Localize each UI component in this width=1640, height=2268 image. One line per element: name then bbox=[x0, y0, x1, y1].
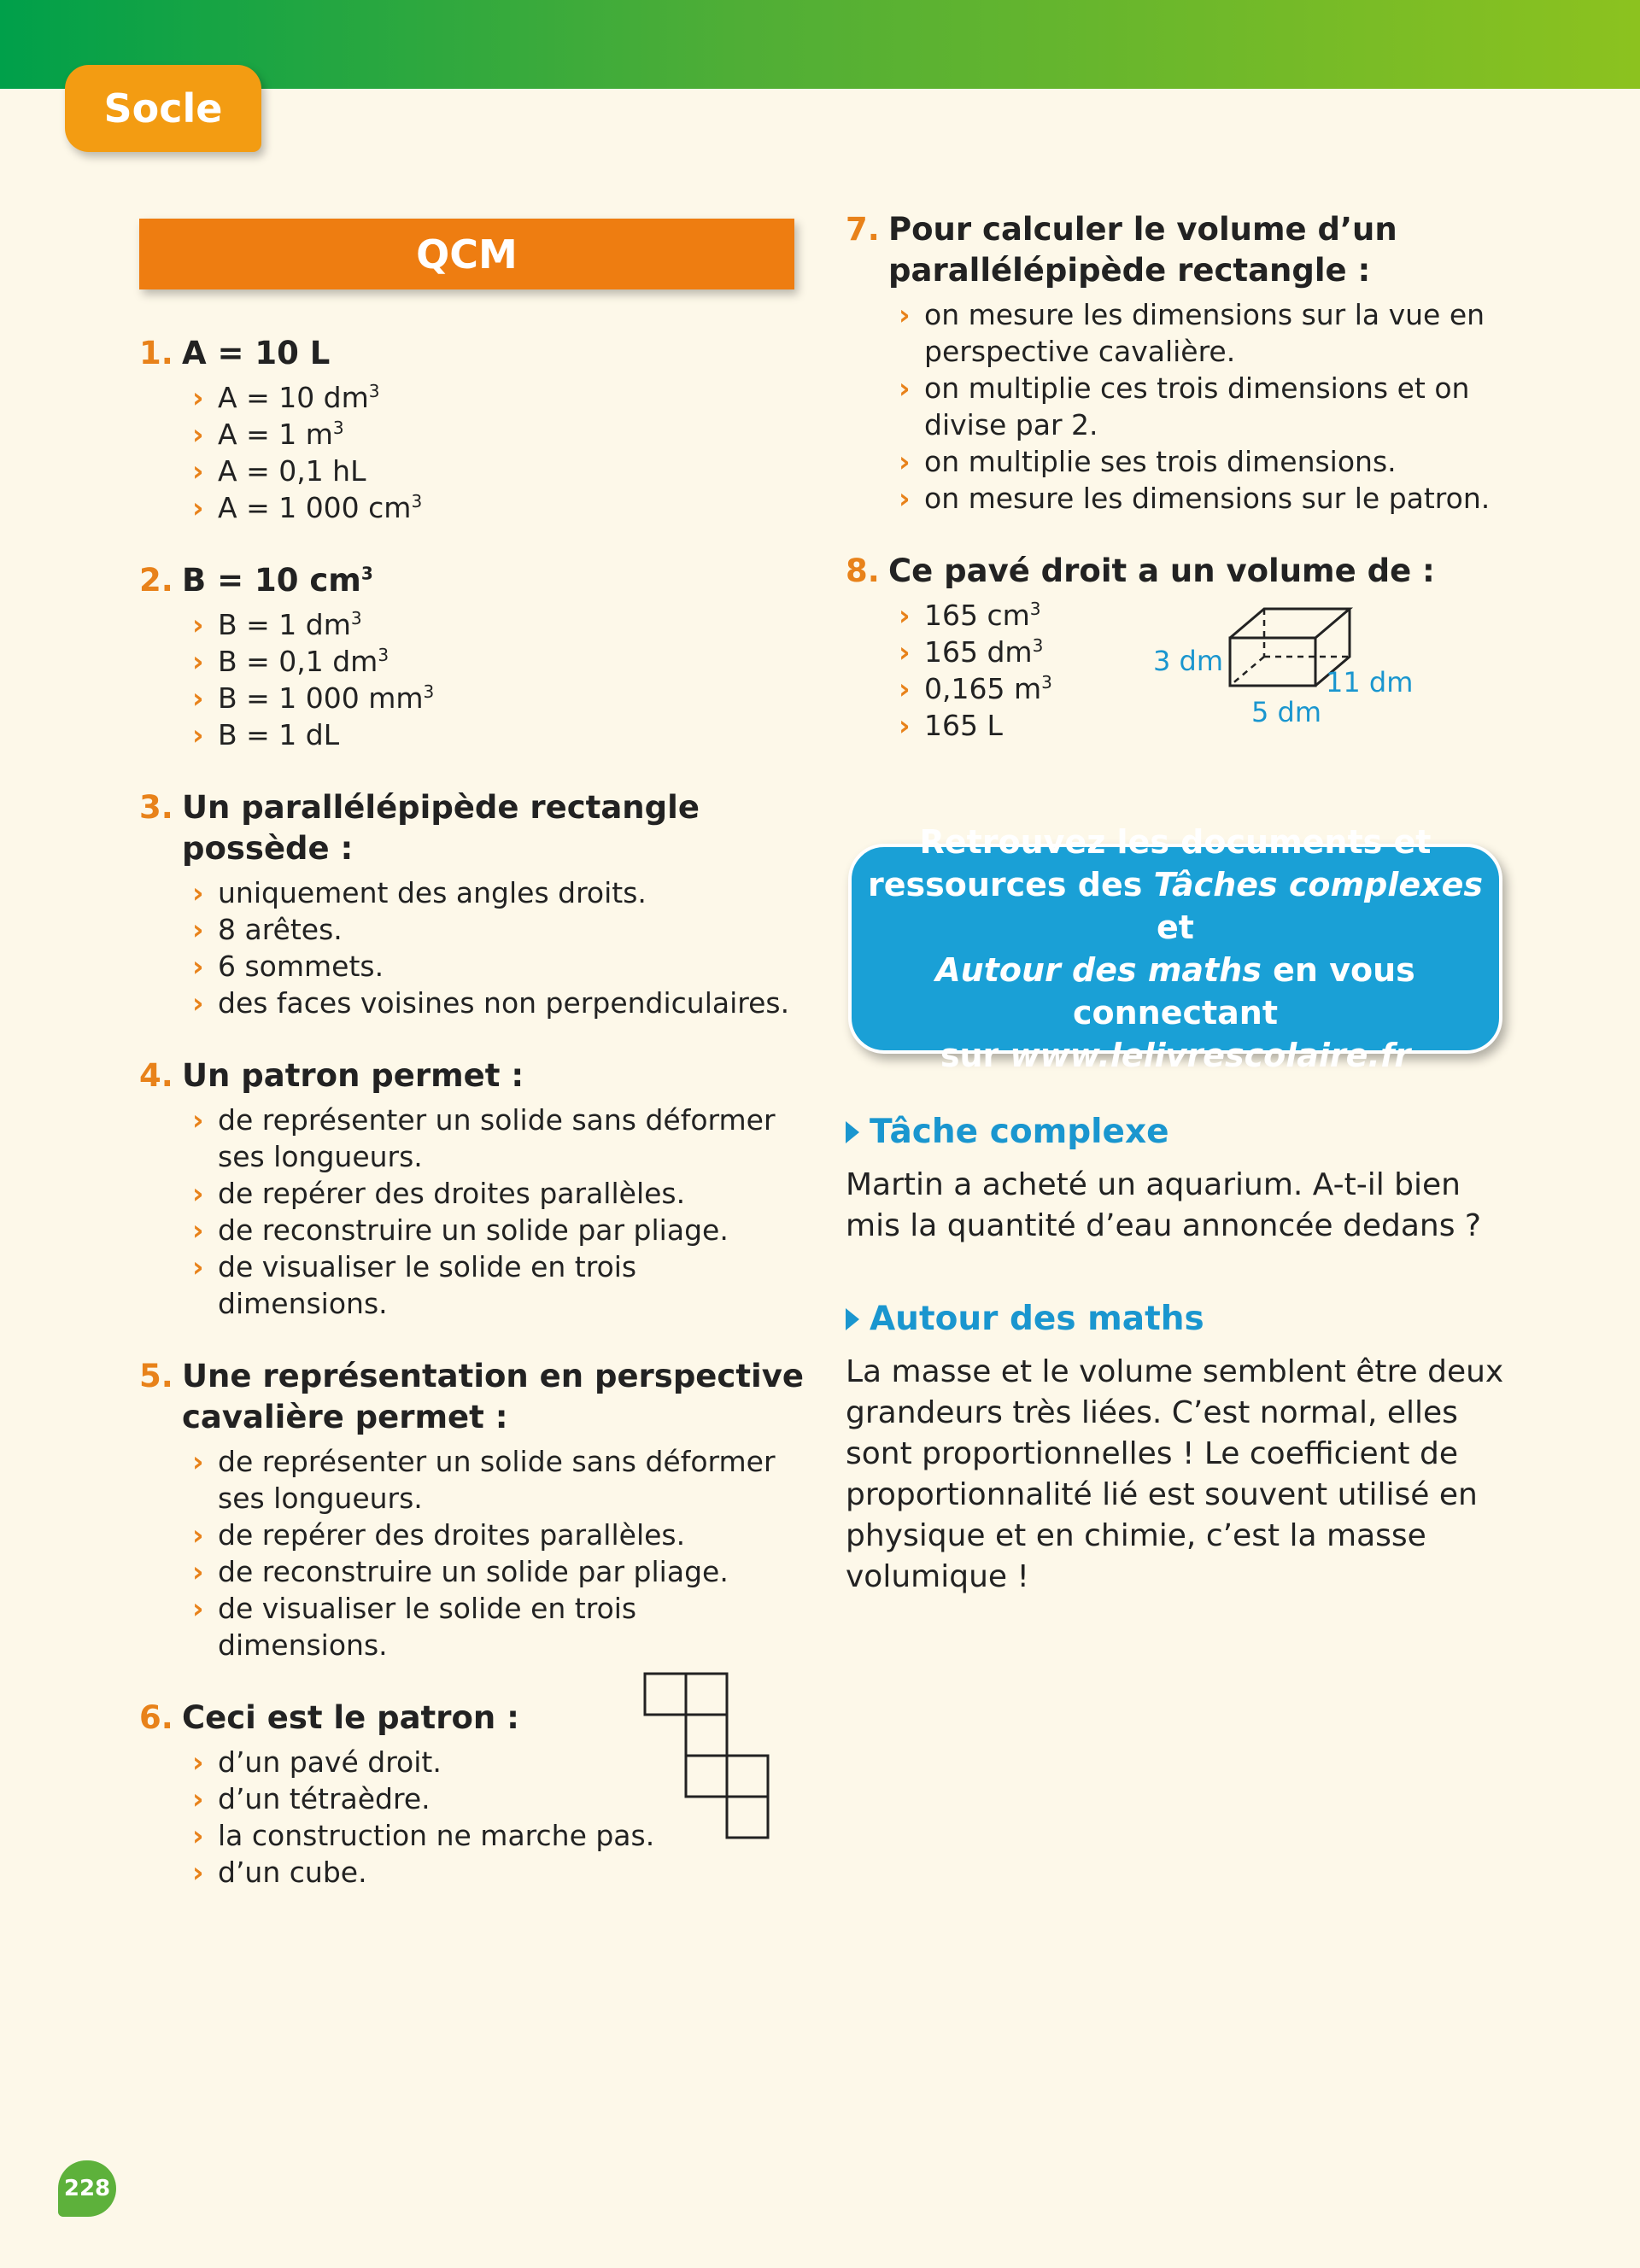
triangle-bullet-icon bbox=[846, 1121, 859, 1143]
answer-option[interactable] bbox=[192, 1248, 805, 1322]
tache-complexe-heading bbox=[846, 1113, 1512, 1151]
net-square bbox=[686, 1674, 727, 1715]
chevron-right-icon: › bbox=[192, 1782, 204, 1815]
question-title-text: A = 10 L bbox=[182, 335, 331, 371]
exponent: 3 bbox=[1029, 599, 1041, 619]
answer-option-text: de repérer des droites parallèles. bbox=[218, 1518, 686, 1552]
chevron-right-icon: › bbox=[192, 913, 204, 946]
info-line-4a: sur bbox=[940, 1037, 1010, 1074]
answer-option-text: de repérer des droites parallèles. bbox=[218, 1177, 686, 1210]
question-heading bbox=[139, 1055, 805, 1096]
answer-option[interactable] bbox=[192, 1854, 805, 1891]
answer-option[interactable] bbox=[192, 489, 805, 526]
exponent: 3 bbox=[1041, 672, 1052, 693]
tache-complexe-body: Martin a acheté un aquarium. A-t-il bien mis la quantité d’eau annoncée dedans ? bbox=[846, 1167, 1482, 1243]
answer-option[interactable] bbox=[192, 1590, 805, 1663]
chevron-right-icon: › bbox=[192, 876, 204, 909]
answer-options bbox=[192, 1443, 805, 1663]
chevron-right-icon: › bbox=[899, 709, 911, 742]
info-line-3a: Autour des maths bbox=[935, 951, 1262, 989]
answer-option[interactable] bbox=[192, 643, 805, 680]
dim-label-width: 5 dm bbox=[1251, 696, 1322, 728]
left-column bbox=[139, 333, 805, 1925]
answer-option[interactable] bbox=[899, 443, 1512, 480]
question-title bbox=[182, 333, 805, 374]
question-number: 4. bbox=[139, 1057, 173, 1094]
cube-net-figure bbox=[643, 1672, 780, 1851]
answer-option-text: d’un tétraèdre. bbox=[218, 1782, 430, 1815]
question-4 bbox=[139, 1055, 805, 1322]
autour-des-maths-heading bbox=[846, 1300, 1512, 1338]
question-number: 1. bbox=[139, 335, 173, 371]
chevron-right-icon: › bbox=[192, 1177, 204, 1210]
answer-option-text: d’un pavé droit. bbox=[218, 1745, 442, 1779]
answer-option[interactable] bbox=[192, 716, 805, 753]
answer-option-text: des faces voisines non perpendiculaires. bbox=[218, 986, 790, 1020]
autour-des-maths-section bbox=[846, 1300, 1512, 1598]
info-line-2b: Tâches complexes bbox=[1153, 866, 1483, 903]
answer-option[interactable] bbox=[192, 1175, 805, 1212]
answer-option-text: on mesure les dimensions sur la vue en perspective cavalière. bbox=[924, 298, 1485, 368]
answer-option-text: A = 1 000 cm bbox=[218, 491, 412, 524]
question-title bbox=[182, 787, 805, 869]
question-title-text: Une représentation en perspective cavalière permet : bbox=[182, 1358, 804, 1435]
exponent: 3 bbox=[350, 608, 362, 628]
question-6 bbox=[139, 1698, 805, 1891]
box-hidden-edge bbox=[1230, 657, 1264, 686]
answer-option-text: on multiplie ces trois dimensions et on divise par 2. bbox=[924, 371, 1470, 441]
answer-option-text: de reconstruire un solide par pliage. bbox=[218, 1213, 729, 1247]
question-heading bbox=[139, 560, 805, 601]
website-link[interactable]: www.lelivrescolaire.fr bbox=[1010, 1037, 1411, 1074]
info-box-resources bbox=[848, 823, 1502, 1074]
question-1 bbox=[139, 333, 805, 526]
chevron-right-icon: › bbox=[899, 298, 911, 331]
answer-option[interactable] bbox=[899, 370, 1512, 443]
info-line-3b: en vous connectant bbox=[1072, 951, 1415, 1032]
chevron-right-icon: › bbox=[192, 454, 204, 488]
question-title bbox=[182, 560, 805, 601]
chevron-right-icon: › bbox=[192, 1555, 204, 1588]
info-line-2c: et bbox=[1157, 909, 1194, 946]
answer-options bbox=[192, 874, 805, 1021]
chevron-right-icon: › bbox=[192, 1856, 204, 1889]
answer-option[interactable] bbox=[192, 1443, 805, 1517]
answer-options bbox=[192, 606, 805, 753]
chevron-right-icon: › bbox=[192, 1745, 204, 1779]
answer-option-text: A = 10 dm bbox=[218, 381, 369, 414]
box-perspective-figure bbox=[1153, 585, 1426, 747]
chevron-right-icon: › bbox=[899, 599, 911, 632]
answer-option-text: on mesure les dimensions sur le patron. bbox=[924, 482, 1491, 515]
autour-des-maths-body: La masse et le volume semblent être deux grandeurs très liées. C’est normal, elles sont proportionnelles ! Le coefficient de proportionnalité lié est souvent utilisé en physique et en chimie, c’est la masse volumique ! bbox=[846, 1354, 1504, 1594]
question-title bbox=[888, 209, 1512, 291]
answer-option[interactable] bbox=[192, 948, 805, 985]
net-square bbox=[727, 1797, 768, 1838]
question-title-text: B = 10 cm bbox=[182, 562, 361, 599]
chevron-right-icon: › bbox=[192, 381, 204, 414]
chevron-right-icon: › bbox=[192, 1445, 204, 1478]
chevron-right-icon: › bbox=[899, 672, 911, 705]
question-heading bbox=[139, 333, 805, 374]
tache-complexe-title: Tâche complexe bbox=[870, 1113, 1169, 1151]
question-heading bbox=[139, 787, 805, 869]
answer-option-text: 165 dm bbox=[924, 635, 1033, 669]
page-number: 228 bbox=[58, 2160, 116, 2217]
question-7 bbox=[846, 209, 1512, 517]
chevron-right-icon: › bbox=[192, 1250, 204, 1283]
answer-option[interactable] bbox=[192, 453, 805, 489]
answer-option[interactable] bbox=[899, 296, 1512, 370]
triangle-bullet-icon bbox=[846, 1308, 859, 1330]
chevron-right-icon: › bbox=[192, 491, 204, 524]
exponent: 3 bbox=[1032, 635, 1044, 656]
chevron-right-icon: › bbox=[192, 1103, 204, 1137]
info-line-2a: ressources des bbox=[867, 866, 1154, 903]
exponent: 3 bbox=[332, 418, 344, 438]
answer-option[interactable] bbox=[899, 480, 1512, 517]
answer-option[interactable] bbox=[192, 911, 805, 948]
question-2 bbox=[139, 560, 805, 753]
qcm-banner: QCM bbox=[139, 219, 794, 289]
autour-des-maths-title: Autour des maths bbox=[870, 1300, 1204, 1338]
right-column bbox=[846, 209, 1512, 778]
answer-option-text: 8 arêtes. bbox=[218, 913, 343, 946]
question-8 bbox=[846, 551, 1512, 744]
answer-option[interactable] bbox=[192, 985, 805, 1021]
net-square bbox=[686, 1715, 727, 1756]
question-title-text: Pour calculer le volume d’un parallélépipède rectangle : bbox=[888, 211, 1397, 289]
exponent: 3 bbox=[360, 563, 373, 584]
answer-options bbox=[192, 1102, 805, 1322]
answer-option-text: 0,165 m bbox=[924, 672, 1042, 705]
question-3 bbox=[139, 787, 805, 1021]
answer-option-text: de visualiser le solide en trois dimensions. bbox=[218, 1250, 637, 1320]
answer-option-text: 6 sommets. bbox=[218, 950, 384, 983]
answer-option-text: on multiplie ses trois dimensions. bbox=[924, 445, 1397, 478]
answer-option-text: uniquement des angles droits. bbox=[218, 876, 647, 909]
answer-option-text: A = 1 m bbox=[218, 418, 333, 451]
answer-option-text: B = 0,1 dm bbox=[218, 645, 378, 678]
chevron-right-icon: › bbox=[192, 1819, 204, 1852]
chevron-right-icon: › bbox=[192, 418, 204, 451]
exponent: 3 bbox=[423, 681, 435, 702]
chevron-right-icon: › bbox=[192, 986, 204, 1020]
answer-option[interactable] bbox=[192, 416, 805, 453]
answer-option[interactable] bbox=[192, 379, 805, 416]
chevron-right-icon: › bbox=[899, 635, 911, 669]
answer-option-text: 165 L bbox=[924, 709, 1003, 742]
answer-option[interactable] bbox=[192, 1553, 805, 1590]
box-edge bbox=[1230, 609, 1350, 638]
question-title bbox=[182, 1356, 805, 1438]
chevron-right-icon: › bbox=[899, 371, 911, 405]
question-title-text: Ceci est le patron : bbox=[182, 1699, 519, 1736]
answer-option-text: B = 1 dm bbox=[218, 608, 351, 641]
question-number: 6. bbox=[139, 1699, 173, 1736]
answer-option-text: de visualiser le solide en trois dimensions. bbox=[218, 1592, 637, 1662]
question-number: 3. bbox=[139, 789, 173, 826]
answer-option[interactable] bbox=[192, 874, 805, 911]
answer-option[interactable] bbox=[192, 680, 805, 716]
question-heading bbox=[846, 209, 1512, 291]
net-square bbox=[645, 1674, 686, 1715]
chevron-right-icon: › bbox=[899, 445, 911, 478]
answer-option-text: la construction ne marche pas. bbox=[218, 1819, 655, 1852]
chevron-right-icon: › bbox=[192, 1518, 204, 1552]
question-title-text: Un parallélépipède rectangle possède : bbox=[182, 789, 700, 867]
question-number: 8. bbox=[846, 552, 880, 589]
answer-option[interactable] bbox=[192, 1102, 805, 1175]
question-heading bbox=[139, 1356, 805, 1438]
question-title-text: Un patron permet : bbox=[182, 1057, 524, 1094]
answer-option-text: de représenter un solide sans déformer ses longueurs. bbox=[218, 1103, 776, 1173]
answer-option-text: d’un cube. bbox=[218, 1856, 367, 1889]
exponent: 3 bbox=[411, 491, 423, 511]
answer-options bbox=[192, 379, 805, 526]
socle-tab: Socle bbox=[65, 65, 261, 152]
answer-option-text: de reconstruire un solide par pliage. bbox=[218, 1555, 729, 1588]
question-number: 2. bbox=[139, 562, 173, 599]
answer-option-text: B = 1 dL bbox=[218, 718, 340, 751]
net-square bbox=[727, 1756, 768, 1797]
chevron-right-icon: › bbox=[192, 1213, 204, 1247]
question-5 bbox=[139, 1356, 805, 1663]
question-title bbox=[182, 1055, 805, 1096]
question-title-text: Ce pavé droit a un volume de : bbox=[888, 552, 1435, 589]
question-number: 5. bbox=[139, 1358, 173, 1394]
answer-options bbox=[899, 296, 1512, 517]
chevron-right-icon: › bbox=[192, 718, 204, 751]
chevron-right-icon: › bbox=[899, 482, 911, 515]
answer-option-text: A = 0,1 hL bbox=[218, 454, 366, 488]
answer-option-text: 165 cm bbox=[924, 599, 1030, 632]
answer-option[interactable] bbox=[192, 606, 805, 643]
answer-option[interactable] bbox=[192, 1517, 805, 1553]
answer-option-text: B = 1 000 mm bbox=[218, 681, 424, 715]
exponent: 3 bbox=[378, 645, 390, 665]
info-line-1: Retrouvez les documents et bbox=[919, 823, 1432, 861]
box-edge bbox=[1230, 638, 1315, 686]
chevron-right-icon: › bbox=[192, 608, 204, 641]
answer-option[interactable] bbox=[192, 1212, 805, 1248]
dim-label-height: 3 dm bbox=[1153, 645, 1224, 677]
dim-label-depth: 11 dm bbox=[1326, 666, 1414, 699]
net-square bbox=[686, 1756, 727, 1797]
question-number: 7. bbox=[846, 211, 880, 248]
tache-complexe-section bbox=[846, 1113, 1512, 1247]
chevron-right-icon: › bbox=[192, 645, 204, 678]
exponent: 3 bbox=[368, 381, 380, 401]
chevron-right-icon: › bbox=[192, 1592, 204, 1625]
chevron-right-icon: › bbox=[192, 950, 204, 983]
answer-option-text: de représenter un solide sans déformer ses longueurs. bbox=[218, 1445, 776, 1515]
chevron-right-icon: › bbox=[192, 681, 204, 715]
